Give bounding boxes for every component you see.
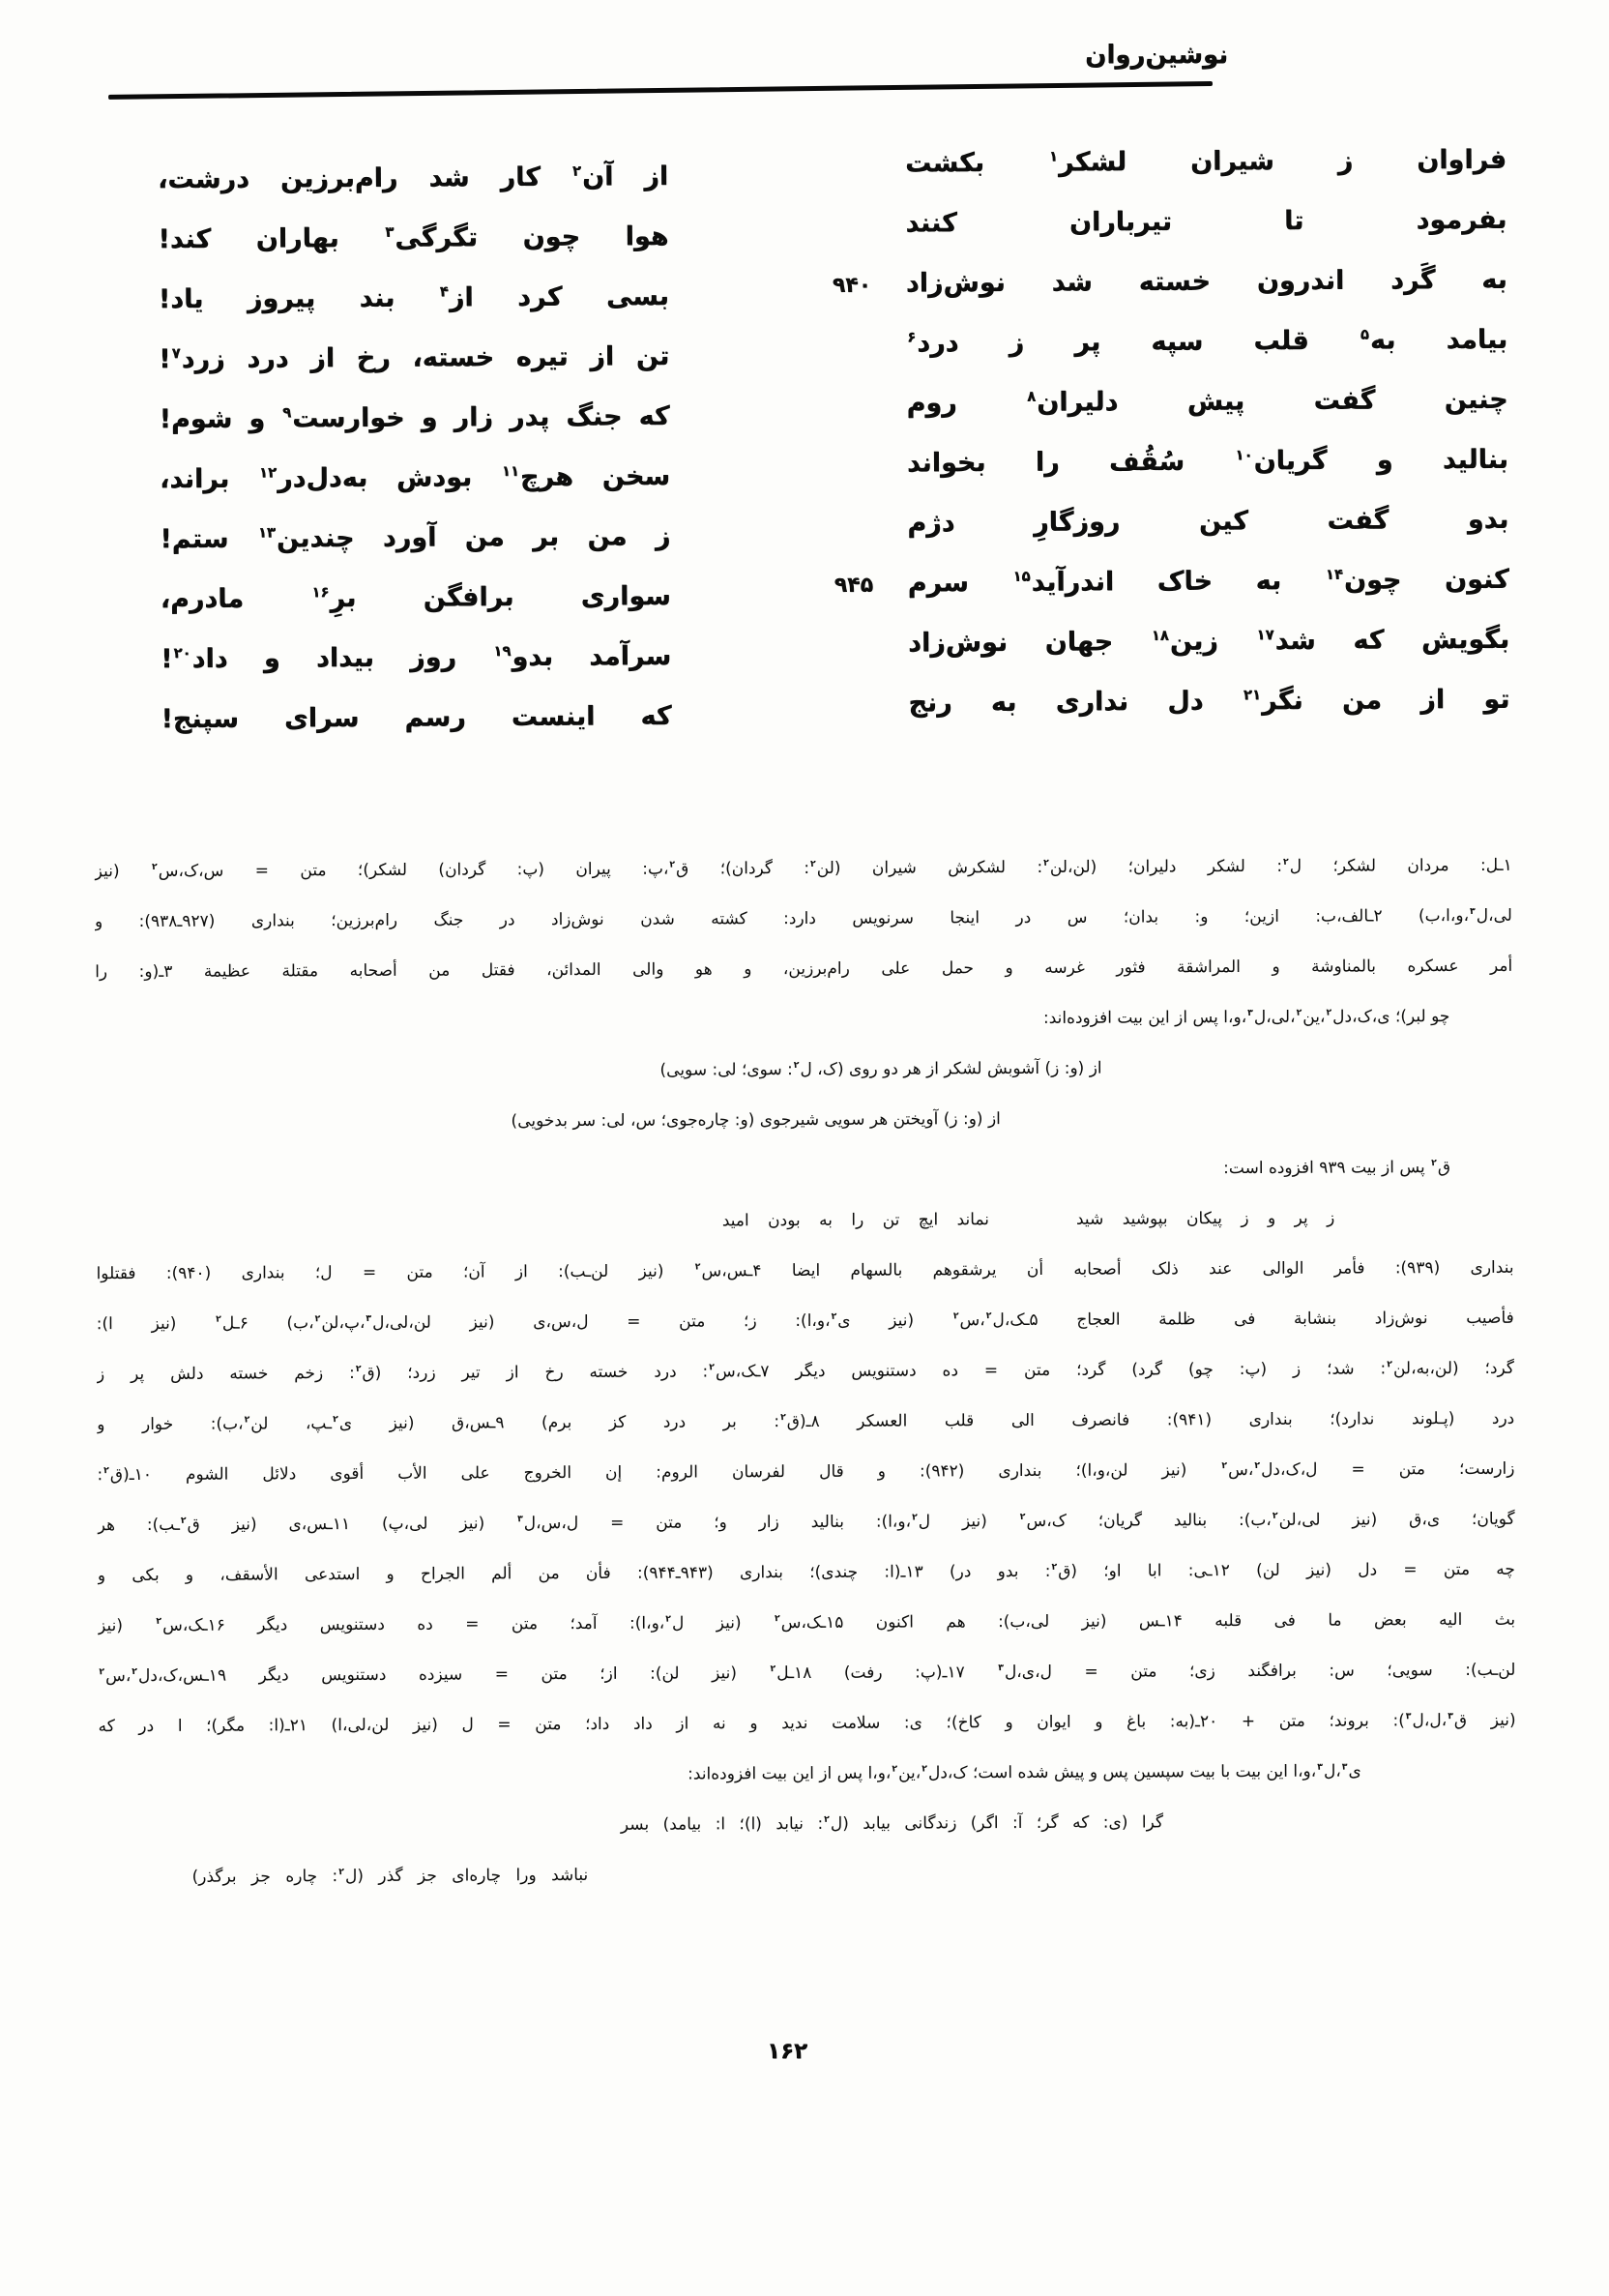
footnote-marker: ۲ xyxy=(1282,857,1289,868)
poem-column-second-hemistichs xyxy=(158,150,672,752)
footnote-marker: ۳ xyxy=(1341,1761,1348,1773)
footnote-marker: ۲ xyxy=(1221,1460,1228,1472)
footnote-marker: ۳ xyxy=(1317,1762,1323,1774)
footnote-marker: ۱۰ xyxy=(1235,446,1253,464)
footnote-marker: ۳ xyxy=(1448,1711,1453,1722)
footnote-marker: ۷ xyxy=(171,343,181,363)
footnote-marker: ۳ xyxy=(517,1514,523,1525)
hemistich-first: بدو گفت کین روزگارِ دژم xyxy=(907,504,1509,539)
footnote-marker: ۱۲ xyxy=(258,463,278,482)
footnote-marker: ۲۱ xyxy=(1243,686,1262,704)
footnote-marker: ۲ xyxy=(694,1261,701,1273)
footnote-marker: ۲ xyxy=(831,1311,837,1323)
hemistich-first: بفرمود تا تیرباران کنند xyxy=(905,204,1507,239)
footnote-marker: ۲ xyxy=(985,1310,992,1322)
footnote-marker: ۲ xyxy=(1272,1511,1278,1522)
hemistich-first: چنین گفت پیش دلیران$^۸$ روم xyxy=(906,384,1508,419)
footnote-marker: ۲ xyxy=(770,1663,776,1675)
apparatus-line: لی،ل$^۳$،و،ا،ب) ۲ـالف،ب: ازین؛ و: بدان؛ س در اینجا سرنویس دارد: کشته شدن نوش‌زاد در جنگ رام‌برزین؛ بنداری (۹۲۷ـ۹۳۸): و xyxy=(94,905,1512,932)
footnote-marker: ۲ xyxy=(912,1512,918,1523)
footnote-marker: ۱۷ xyxy=(1256,626,1274,644)
apparatus-line: از (و: ز) آشوبش لشکر از هر دو روی (ک، ل$^۲$: سوی؛ لی: سویی) xyxy=(659,1058,1102,1080)
footnote-marker: ۲ xyxy=(922,1763,927,1775)
hemistich-second: سخن هرچ$^{۱۱}$ بودش به‌دل‌در$^{۱۲}$ براند، xyxy=(159,460,671,495)
apparatus-line: زارست؛ متن = ل،ک،دل$^۲$،س$^۲$ (نیز لن،و،ا)؛ بنداری (۹۴۲): و قال لفرسان الروم: إن الخروج علی الأب أقوی دلائل الشوم ۱۰ـ(ق$^۲$: xyxy=(97,1458,1515,1486)
hemistich-second: سواری برافگن برِ$^{۱۶}$ مادرم، xyxy=(160,580,671,615)
running-head-title: نوشین‌روان xyxy=(1085,41,1228,70)
hemistich-first: تو از من نگر$^{۲۱}$ دل نداری به رنج xyxy=(908,684,1510,719)
apparatus-line: ی$^۳$،ل$^۳$،و،ا این بیت با بیت سپسین پس و پیش شده است؛ ک،دل$^۲$،ین$^۲$،و،ا پس از این بیت افزوده‌اند: xyxy=(687,1761,1361,1784)
footnote-marker: ۵ xyxy=(1360,325,1369,343)
hemistich-first: کنون چون$^{۱۴}$ به خاک اندرآید$^{۱۵}$ سرم ۹۴۵ xyxy=(908,553,1509,617)
footnote-marker: ۲ xyxy=(103,1465,109,1477)
apparatus-line: (نیز ق$^۳$،ل،ل$^۳$): بروند؛ متن + ۲۰ـ(به: باغ و ایوان و کاخ)؛ ی: سلامت ندید و نه از داد داد؛ متن = ل (نیز لن،لی،ا) ۲۱ـ(ا: مگر)؛ ا در که xyxy=(98,1710,1516,1737)
hemistich-first: بیامد به$^۵$ قلب سپه پر ز درد$^۶$ xyxy=(907,324,1508,359)
footnote-marker: ۲ xyxy=(1431,1158,1437,1169)
apparatus-line: ۱ـل: مردان لشکر؛ ل$^۲$: لشکر دلیران؛ (لن،لن$^۲$: لشکرش شیران (لن$^۲$: گردان)؛ ق$^۲$،پ: پیران (پ: گردان) لشکر)؛ متن = س،ک،س$^۲$ (نیز xyxy=(94,855,1512,882)
poem-column-first-hemistichs xyxy=(832,133,1510,737)
footnote-marker: ۲ xyxy=(180,1516,187,1527)
added-verse-hemistich-second: نماند ایچ تن را به بودن امید xyxy=(721,1210,990,1231)
footnote-marker: ۲ xyxy=(1296,1008,1302,1019)
footnote-marker: ۹ xyxy=(282,403,292,422)
footnote-marker: ۲ xyxy=(132,1666,138,1678)
footnote-marker: ۲ xyxy=(1387,1359,1392,1370)
hemistich-second: ز من بر من آورد چندین$^{۱۳}$ ستم! xyxy=(160,520,671,555)
footnote-marker: ۲ xyxy=(793,1060,800,1072)
hemistich-second: که جنگ پدر زار و خوارست$^۹$ و شوم! xyxy=(159,400,670,435)
footnote-marker: ۳ xyxy=(385,222,395,241)
apparatus-line: بنداری (۹۳۹): فأمر الوالی عند ذلک أصحابه أن یرشقوهم بالسهام ایضا ۴ـس،س$^۲$ (نیز لن‌ـب): از آن؛ متن = ل؛ بنداری (۹۴۰): فقتلوا xyxy=(96,1257,1514,1284)
footnote-marker: ۳ xyxy=(1247,1008,1253,1019)
apparatus-line: چو لبر)؛ ی،ک،دل$^۲$،ین$^۲$،لی،ل$^۳$،و،ا پس از این بیت افزوده‌اند: xyxy=(1042,1007,1450,1028)
apparatus-line: چه متن = دل (نیز لن) ۱۲ـی: ابا او؛ (ق$^۲$: بدو در) ۱۳ـ(ا: چندی)؛ بنداری (۹۴۳ـ۹۴۴): فأن من ألم الجراح و استدعی الأسقف، و بکی و xyxy=(97,1559,1515,1586)
footnote-marker: ۲ xyxy=(151,862,158,873)
apparatus-line: فأصیب نوش‌زاد بنشابة فی ظلمة العجاج ۵ـک،ل$^۲$،س$^۲$ (نیز ی$^۲$،و،ا): ز؛ متن = ل،س،ی (نیز لن،لی،ل$^۳$،پ،لن$^۲$،ب) ۶ـل$^۲$ (نیز ا): xyxy=(96,1308,1514,1335)
added-verse-hemistich-first: ز پر و ز پیکان بپوشید شید xyxy=(1075,1208,1335,1229)
footnote-marker: ۲ xyxy=(810,859,816,870)
footnote-marker: ۲ xyxy=(952,1310,959,1322)
hemistich-second: که اینست رسم سرای سپنج! xyxy=(161,700,672,735)
footnote-marker: ۲ xyxy=(780,1412,786,1424)
footnote-marker: ۲ xyxy=(338,1867,344,1878)
apparatus-line: از (و: ز) آویختن هر سویی شیرجوی (و: چاره‌جوی؛ س، لی: سر بدخویی) xyxy=(511,1109,1001,1132)
footnote-marker: ۴ xyxy=(439,282,449,301)
footnote-marker: ۱ xyxy=(1048,147,1058,165)
footnote-marker: ۲ xyxy=(216,1313,221,1326)
added-verse-line xyxy=(96,1192,1513,1249)
apparatus-line: درد (پـلوند ندارد)؛ بنداری (۹۴۱): فانصرف الی قلب العسکر ۸ـ(ق$^۲$: بر درد کز برم) ۹ـس،ق (نیز ی$^۲$ـپ، لن$^۲$،ب): خوار و xyxy=(97,1408,1515,1435)
footnote-marker: ۱۹ xyxy=(493,641,512,660)
hemistich-first: بگویش که شد$^{۱۷}$ زین$^{۱۸}$ جهان نوش‌زاد xyxy=(907,624,1510,659)
footnote-marker: ۲ xyxy=(824,1814,830,1826)
footnote-marker: ۲ xyxy=(355,1364,362,1375)
footnote-marker: ۲ xyxy=(774,1613,780,1625)
footnote-marker: ۲ xyxy=(665,1613,671,1625)
header-rule xyxy=(108,81,1213,100)
apparatus-line: ق$^۲$ پس از بیت ۹۳۹ افزوده است: xyxy=(1223,1158,1451,1179)
footnote-marker: ۲ xyxy=(1051,1562,1058,1574)
footnote-marker: ۲ xyxy=(156,1616,162,1628)
footnote-marker: ۶ xyxy=(907,328,917,346)
hemistich-first: فراوان ز شیران لشکر$^۱$ بکشت xyxy=(904,144,1507,179)
hemistich-first: بنالید و گریان$^{۱۰}$ سُقُف را بخواند xyxy=(906,444,1509,479)
footnote-marker: ۲ xyxy=(669,859,676,870)
footnote-marker: ۳ xyxy=(1405,1711,1412,1722)
apparatus-line: گرد؛ (لن،به،لن$^۲$: شد؛ ز (پ: چو) گرد) گرد؛ متن = ده دستنویس دیگر ۷ـک،س$^۲$: درد خسته رخ از تیر زرد؛ (ق$^۲$: زخم خسته دلش پر ز xyxy=(96,1358,1515,1385)
footnote-marker: ۲۰ xyxy=(173,643,191,662)
footnote-marker: ۸ xyxy=(1027,387,1037,405)
footnote-marker: ۲ xyxy=(1043,858,1049,869)
verse-number: ۹۴۵ xyxy=(834,573,874,598)
footnote-marker: ۱۳ xyxy=(257,523,276,542)
verse-number: ۹۴۰ xyxy=(832,273,872,298)
footnote-marker: ۲ xyxy=(1326,1007,1332,1018)
footnote-marker: ۱۱ xyxy=(501,461,520,480)
footnote-marker: ۳ xyxy=(366,1313,372,1325)
footnote-marker: ۳ xyxy=(998,1663,1004,1674)
apparatus-line: لن‌ـب): سویی؛ س: برافگند زی؛ متن = ل،ی،ل$^۳$ ۱۷ـ(پ: رفت) ۱۸ـل$^۲$ (نیز لن): از؛ متن = سیزده دستنویس دیگر ۱۹ـس،ک،دل$^۲$،س$^۲$ xyxy=(99,1660,1516,1687)
footnote-marker: ۲ xyxy=(1254,1460,1261,1472)
footnote-marker: ۱۸ xyxy=(1151,626,1169,644)
footnote-marker: ۱۵ xyxy=(1012,567,1031,585)
footnote-marker: ۲ xyxy=(244,1414,250,1426)
footnote-marker: ۲ xyxy=(333,1414,338,1426)
footnote-marker: ۲ xyxy=(892,1763,898,1775)
apparatus-line: نباشد ورا چاره‌ای جز گذر (ل$^۲$: چاره جز برگذر) xyxy=(191,1865,589,1887)
apparatus-line: بث الیه بعض ما فی قلبه ۱۴ـس (نیز لی،ب): هم اکنون ۱۵ـک،س$^۲$ (نیز ل$^۲$،و،ا): آمد؛ متن = ده دستنویس دیگر ۱۶ـک،س$^۲$ (نیز xyxy=(98,1609,1516,1636)
footnote-marker: ۲ xyxy=(99,1666,105,1678)
page-number: ۱۶۲ xyxy=(766,2039,808,2064)
apparatus-line: گویان؛ ی،ق (نیز لی،لن$^۲$،ب): بنالید گریان؛ ک،س$^۲$ (نیز ل$^۲$،و،ا): بنالید زار و؛ متن = ل،س،ل$^۳$ (نیز لی،پ) ۱۱ـس،ی (نیز ق$^۲$ـب): هر xyxy=(97,1509,1515,1536)
hemistich-second: بسی کرد از$^۴$ بند پیروز یاد! xyxy=(158,280,669,315)
hemistich-second: از آن$^۲$ کار شد رام‌برزین درشت، xyxy=(158,161,669,195)
footnote-marker: ۱۶ xyxy=(311,583,330,602)
footnote-marker: ۲ xyxy=(1019,1512,1026,1523)
critical-apparatus-footnotes xyxy=(95,840,1517,1902)
footnote-marker: ۱۴ xyxy=(1325,565,1343,583)
footnote-marker: ۲ xyxy=(314,1313,321,1325)
apparatus-line: أمر عسکره بالمناوشة و المراشقة فثور غرسه و حمل علی رام‌برزین، و هو والی المدائن، فقتل من أصحابه مقتلة عظیمة ۳ـ(و: را xyxy=(95,956,1513,983)
hemistich-second: سرآمد بدو$^{۱۹}$ روز بیداد و داد$^{۲۰}$! xyxy=(161,640,672,675)
hemistich-second: تن از تیره خسته، رخ از درد زرد$^۷$! xyxy=(159,340,670,375)
footnote-marker: ۲ xyxy=(709,1362,715,1373)
hemistich-first: به گَرد اندرون خسته شد نوش‌زاد ۹۴۰ xyxy=(906,253,1507,317)
footnote-marker: ۲ xyxy=(571,162,582,180)
footnote-marker: ۳ xyxy=(1470,906,1476,918)
hemistich-second: هوا چون تگرگی$^۳$ بهاران کند! xyxy=(158,221,669,255)
apparatus-line: گرا (ی: که گر؛ آ: اگر) زندگانی بیابد (ل$^۲$: نیابد (ا)؛ ا: بیامد) بسر xyxy=(620,1812,1164,1835)
